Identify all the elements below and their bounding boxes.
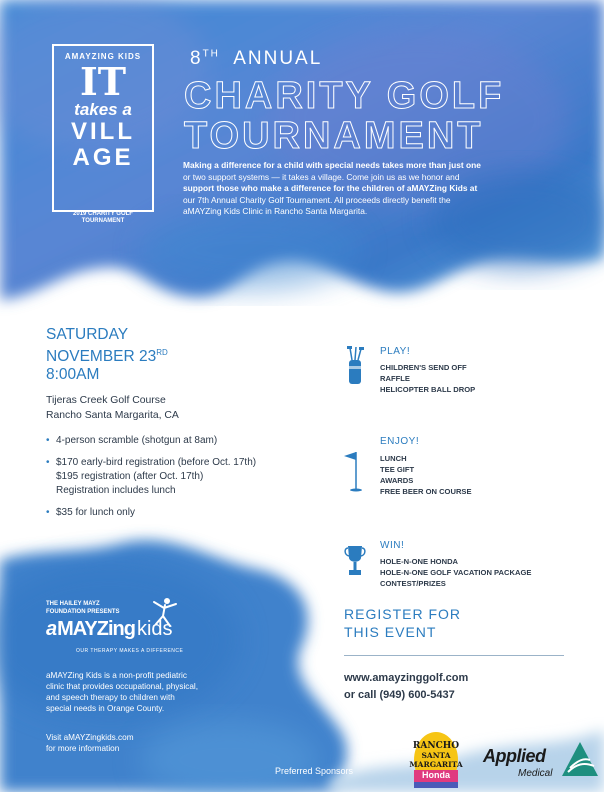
detail-text: 4-person scramble (shotgun at 8am) [56, 435, 218, 446]
register-line1: REGISTER FOR [344, 606, 462, 622]
logo-it-text: IT [79, 59, 127, 104]
visit-line: for more information [46, 744, 120, 753]
logo-takes-a-text: takes a [74, 100, 132, 119]
logo-caption-line1: 2019 CHARITY GOLF [73, 211, 133, 217]
event-date: NOVEMBER 23 [46, 348, 157, 366]
title-line2: TOURNAMENT [184, 115, 484, 157]
detail-text: $195 registration (after Oct. 17th) [56, 471, 204, 482]
trophy-icon [344, 544, 366, 578]
enjoy-list [380, 453, 472, 497]
event-date-block [46, 326, 168, 384]
detail-text: • $170 early-bird registration (before Oct. 17th) [56, 457, 257, 468]
preferred-sponsors-label: Preferred Sponsors [275, 766, 354, 776]
golf-bag-icon [344, 346, 366, 386]
rancho-line2: SANTA MARGARITA [409, 751, 463, 769]
event-details-list [46, 434, 306, 528]
visit-paragraph [46, 732, 134, 754]
ordinal-number: 8 [190, 48, 203, 69]
brand-a: a [46, 618, 58, 640]
visit-link[interactable]: Visit aMAYZingkids.com [46, 733, 134, 742]
list-item [46, 456, 306, 498]
logo-caption [52, 211, 154, 225]
list-item [46, 506, 306, 520]
about-paragraph [46, 670, 246, 714]
list-item: CHILDREN'S SEND OFF [380, 363, 467, 372]
brand-kids: kids [136, 618, 173, 640]
play-list [380, 362, 475, 395]
detail-text: $35 for lunch only [56, 507, 135, 518]
website-link[interactable]: www.amayzinggolf.com [344, 672, 469, 684]
list-item: HELICOPTER BALL DROP [380, 385, 476, 394]
register-heading [344, 605, 461, 641]
annual-heading [190, 48, 322, 70]
register-contact [344, 670, 468, 704]
win-heading: WIN! [380, 540, 405, 551]
intro-paragraph [183, 160, 563, 218]
logo-top-text: AMAYZING KIDS [64, 52, 142, 61]
event-venue [46, 393, 179, 423]
intro-text-3: aMAYZing Kids Clinic in Rancho Santa Margarita. [183, 206, 368, 216]
about-line: special needs in Orange County. [46, 704, 165, 713]
annual-word: ANNUAL [233, 48, 323, 69]
list-item: CONTEST/PRIZES [380, 579, 446, 588]
list-item: RAFFLE [380, 374, 410, 383]
logo-vill-text: VILL [71, 118, 135, 145]
list-item: FREE BEER ON COURSE [380, 487, 472, 496]
play-heading: PLAY! [380, 346, 411, 357]
applied-medical-triangle-icon [560, 740, 600, 780]
phone-number: or call (949) 600-5437 [344, 689, 455, 701]
about-line: and speech therapy to children with [46, 693, 175, 702]
about-line: aMAYZing Kids is a non-profit pediatric [46, 671, 187, 680]
rancho-honda-logo [396, 730, 476, 790]
about-line: clinic that provides occupational, physical, [46, 682, 199, 691]
event-date-suffix: RD [156, 348, 168, 357]
win-list [380, 556, 531, 589]
intro-bold-1: Making a difference for a child with special needs takes more than just one [183, 160, 481, 170]
it-takes-a-village-logo [52, 44, 154, 212]
list-item [46, 434, 306, 448]
foundation-presents [46, 600, 120, 616]
rancho-line3: Honda [422, 770, 450, 780]
brand-mayzing: MAYZing [57, 618, 135, 640]
logo-caption-line2: TOURNAMENT [81, 218, 125, 224]
ordinal-suffix: TH [202, 48, 220, 60]
list-item: AWARDS [380, 476, 414, 485]
title-line1: CHARITY GOLF [184, 75, 505, 117]
list-item: LUNCH [380, 454, 407, 463]
intro-text-2: our 7th Annual Charity Golf Tournament. All proceeds directly benefit the [183, 194, 451, 205]
medical-logo-text: Medical [518, 768, 553, 779]
foundation-line1: THE HAILEY MAYZ [46, 601, 100, 607]
detail-text: Registration includes lunch [56, 485, 176, 496]
foundation-line2: FOUNDATION PRESENTS [46, 609, 120, 615]
logo-age-text: AGE [72, 144, 134, 171]
rancho-line1: RANCHO [412, 741, 460, 751]
venue-name: Tijeras Creek Golf Course [46, 395, 166, 406]
register-line2: THIS EVENT [344, 624, 437, 640]
divider [344, 655, 564, 656]
amayzing-kids-logo [46, 618, 173, 641]
event-day: SATURDAY [46, 326, 129, 343]
intro-bold-2: support those who make a difference for the children of aMAYZing Kids at [183, 183, 478, 193]
intro-text-1: or two support systems — it takes a village. Come join us as we honor and [183, 171, 460, 182]
venue-city: Rancho Santa Margarita, CA [46, 410, 179, 421]
list-item: HOLE-N-ONE HONDA [380, 557, 459, 566]
list-item: TEE GIFT [380, 465, 415, 474]
event-time: 8:00AM [46, 366, 100, 384]
brand-tagline: OUR THERAPY MAKES A DIFFERENCE [76, 648, 184, 654]
enjoy-heading: ENJOY! [380, 436, 420, 447]
golf-flag-icon [342, 450, 366, 492]
list-item: HOLE-N-ONE GOLF VACATION PACKAGE [380, 568, 532, 577]
applied-logo-text: Applied [483, 746, 546, 766]
